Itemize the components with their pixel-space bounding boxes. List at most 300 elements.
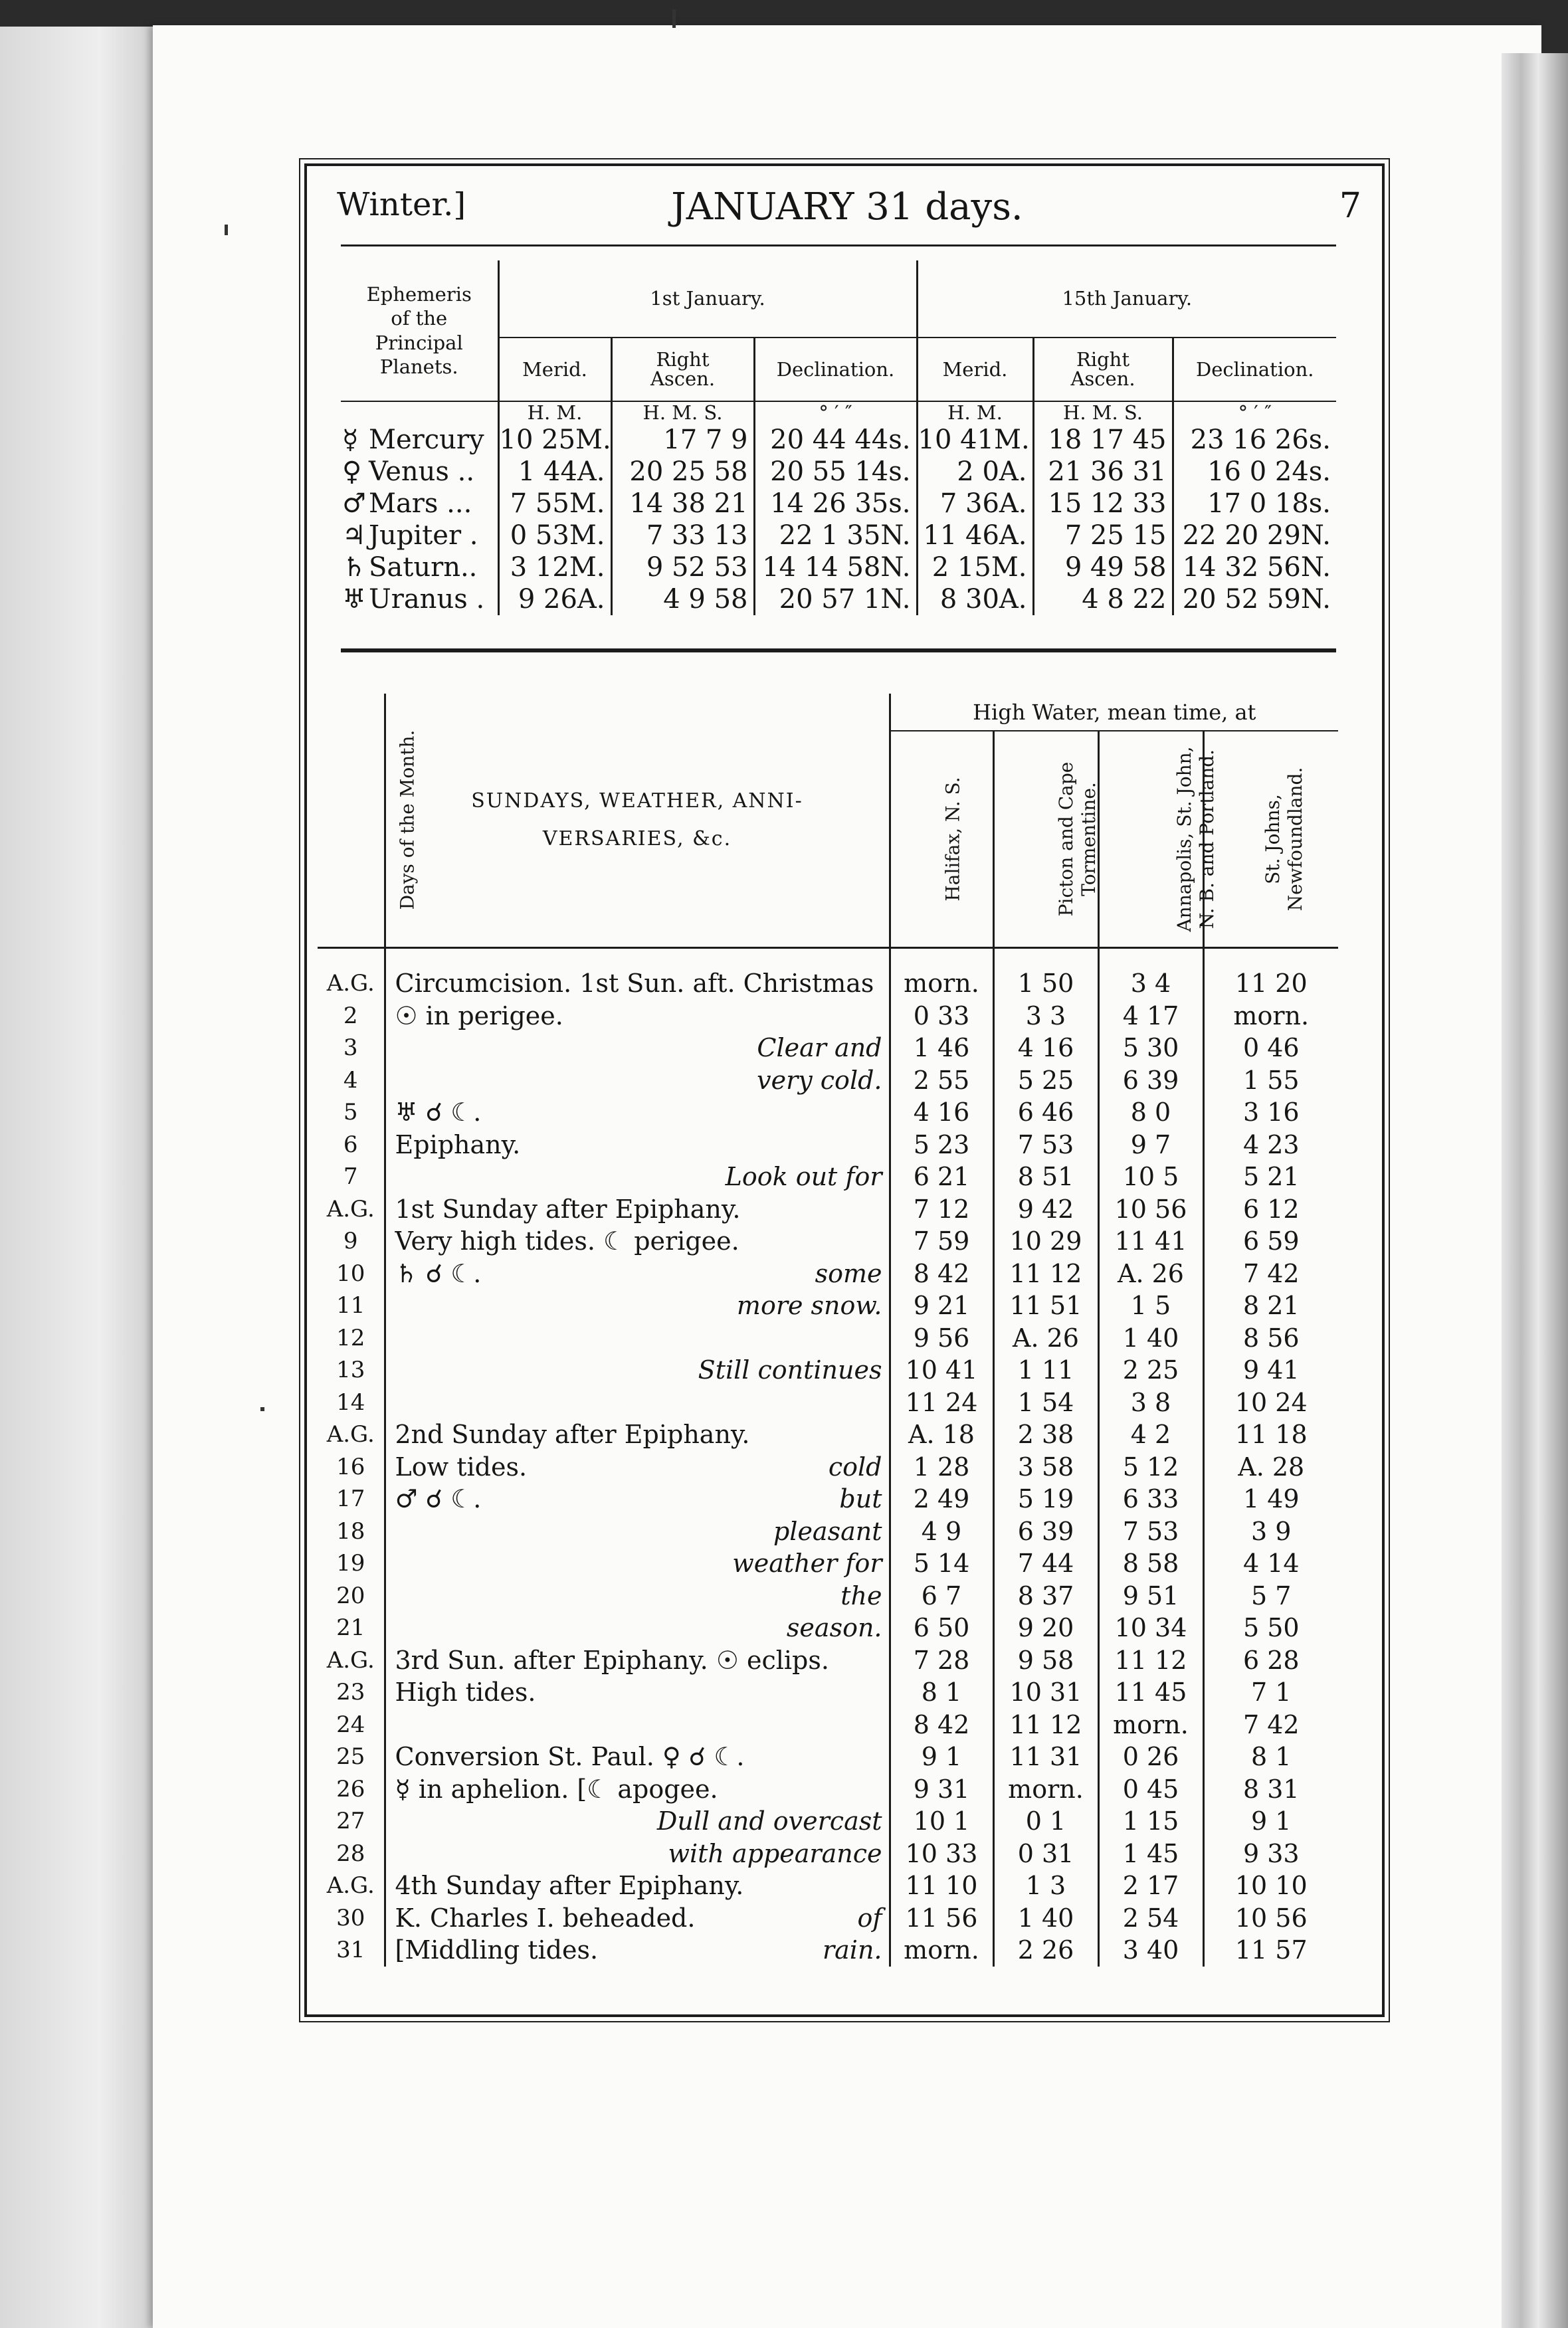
units-decl-2: ° ′ ″ [1238, 401, 1272, 424]
high-water-time: 1 55 [1242, 1065, 1300, 1095]
ephemeris-merid2: 8 30A. [917, 583, 1033, 615]
high-water-time: 2 17 [1098, 1870, 1203, 1902]
high-water-time: 3 3 [993, 1000, 1098, 1032]
day-row [318, 1387, 1338, 1419]
units-decl-1: ° ′ ″ [754, 401, 917, 424]
day-event: High tides. [395, 1678, 536, 1707]
high-water-time: 5 30 [1098, 1032, 1203, 1064]
planet-name: Venus .. [369, 456, 475, 487]
high-water-time: A. 26 [993, 1322, 1098, 1355]
high-water-time: 4 9 [890, 1515, 993, 1548]
high-water-time: 2 25 [1098, 1354, 1203, 1387]
high-water-time: 11 57 [1234, 1935, 1308, 1965]
high-water-time: 9 7 [1098, 1129, 1203, 1161]
ephemeris-label-cell [341, 260, 498, 401]
high-water-time: 11 51 [993, 1290, 1098, 1322]
high-water-time: 7 53 [1098, 1515, 1203, 1548]
page-title: JANUARY 31 days. [671, 185, 1023, 229]
day-row [318, 1709, 1338, 1741]
day-event: ♅ ☌ ☾. [395, 1098, 482, 1127]
high-water-time: 4 2 [1098, 1418, 1203, 1451]
high-water-time: 8 31 [1242, 1774, 1300, 1804]
high-water-time: 11 56 [890, 1902, 993, 1935]
high-water-time: 7 59 [890, 1225, 993, 1258]
events-header-line2: VERSARIES, &c. [542, 827, 732, 851]
high-water-time: 6 7 [890, 1580, 993, 1612]
ephemeris-merid2: 11 46A. [917, 520, 1033, 551]
high-water-time: 2 26 [993, 1934, 1098, 1967]
day-row [318, 1418, 1338, 1451]
day-event [385, 1515, 652, 1548]
ephemeris-dec2: 20 52 59N. [1182, 584, 1331, 615]
day-weather: Clear and [652, 1032, 890, 1064]
high-water-time: 7 28 [890, 1644, 993, 1677]
high-water-time: 1 5 [1098, 1290, 1203, 1322]
ephemeris-dec1: 20 55 14s. [754, 456, 917, 488]
page-number: 7 [1339, 186, 1361, 226]
day-row [318, 1902, 1338, 1935]
day-event [385, 1387, 652, 1419]
high-water-time: 8 42 [890, 1258, 993, 1290]
units-blank [341, 401, 498, 424]
planet-cell [341, 551, 498, 583]
high-water-time: 0 31 [993, 1838, 1098, 1870]
high-water-time: 9 51 [1098, 1580, 1203, 1612]
high-water-time: 1 46 [890, 1032, 993, 1064]
high-water-time: 1 45 [1098, 1838, 1203, 1870]
day-row [318, 1032, 1338, 1064]
day-weather [652, 1709, 890, 1741]
planet-symbol-icon: ♃ [342, 520, 366, 551]
day-event: 2nd Sunday after Epiphany. [395, 1420, 750, 1450]
high-water-time: 8 56 [1242, 1323, 1300, 1353]
day-number: 4 [318, 1064, 385, 1097]
day-event [385, 1290, 652, 1322]
day-row [318, 1258, 1338, 1290]
high-water-time: 11 12 [993, 1709, 1098, 1741]
high-water-time: 4 14 [1242, 1549, 1300, 1579]
day-number: 21 [318, 1612, 385, 1644]
port-annapolis-label: Annapolis, St. John, N. B. and Portland. [1173, 746, 1218, 932]
high-water-time: 8 21 [1242, 1291, 1300, 1321]
day-row [318, 1644, 1338, 1677]
day-event [385, 1805, 652, 1838]
high-water-time: 9 20 [993, 1612, 1098, 1644]
ephemeris-ra2: 7 25 15 [1033, 520, 1173, 551]
day-number: 5 [318, 1096, 385, 1129]
high-water-time: 6 21 [890, 1161, 993, 1193]
day-event: Very high tides. ☾ perigee. [395, 1226, 739, 1256]
ephemeris-ra2: 9 49 58 [1033, 551, 1173, 583]
high-water-time: 0 26 [1098, 1741, 1203, 1773]
planet-cell [341, 488, 498, 520]
day-event [385, 1547, 652, 1580]
high-water-time: 10 41 [890, 1354, 993, 1387]
day-event: ♄ ☌ ☾. [395, 1258, 482, 1288]
day-number: 23 [318, 1676, 385, 1709]
day-row [318, 1322, 1338, 1355]
day-row [318, 1483, 1338, 1515]
spacer-cell [1098, 947, 1203, 967]
high-water-time: 4 16 [993, 1032, 1098, 1064]
day-row [318, 1451, 1338, 1484]
high-water-time: 9 41 [1242, 1355, 1300, 1385]
high-water-time: morn. [1233, 1001, 1310, 1030]
high-water-time: 7 1 [1251, 1678, 1292, 1707]
high-water-time: morn. [1098, 1709, 1203, 1741]
ink-speck [672, 9, 676, 28]
day-weather: of [652, 1902, 890, 1935]
day-number: A.G. [318, 1193, 385, 1226]
ephemeris-merid1: 1 44A. [498, 456, 611, 488]
day-event [385, 1354, 652, 1387]
ephemeris-rows [341, 424, 1336, 615]
day-weather: rain. [652, 1934, 890, 1967]
ra-header-1 [611, 338, 754, 401]
high-water-time: 10 1 [890, 1805, 993, 1838]
high-water-time: 1 11 [993, 1354, 1098, 1387]
day-weather: Dull and overcast [652, 1805, 890, 1838]
high-water-time: 6 39 [993, 1515, 1098, 1548]
day-number: A.G. [318, 1870, 385, 1902]
season-label: Winter.] [337, 186, 466, 223]
high-water-time: 11 12 [1098, 1644, 1203, 1677]
high-water-time: 4 16 [890, 1096, 993, 1129]
day-number: A.G. [318, 967, 385, 1000]
day-number: 10 [318, 1258, 385, 1290]
high-water-time: 1 40 [993, 1902, 1098, 1935]
day-event [385, 1032, 652, 1064]
port-annapolis [1098, 731, 1218, 947]
events-header-line1: SUNDAYS, WEATHER, ANNI- [471, 789, 803, 813]
days-header: Days of the Month. [396, 729, 419, 910]
day-number: 20 [318, 1580, 385, 1612]
ra-header-1-text: Right Ascen. [650, 348, 716, 390]
day-event: 3rd Sun. after Epiphany. ☉ eclips. [395, 1645, 829, 1675]
day-event [385, 1709, 652, 1741]
day-weather [652, 1096, 890, 1129]
day-row [318, 1805, 1338, 1838]
high-water-time: 2 38 [993, 1418, 1098, 1451]
planet-name: Uranus . [369, 584, 485, 615]
merid-header-1: Merid. [498, 338, 611, 401]
day-row [318, 1612, 1338, 1644]
merid-header-2: Merid. [917, 338, 1033, 401]
high-water-time: 8 58 [1098, 1547, 1203, 1580]
day-number: 17 [318, 1483, 385, 1515]
ephemeris-ra1: 14 38 21 [611, 488, 754, 520]
day-number: A.G. [318, 1418, 385, 1451]
day-number: 9 [318, 1225, 385, 1258]
day-row [318, 1161, 1338, 1193]
port-picton [993, 731, 1098, 947]
day-number: 28 [318, 1838, 385, 1870]
planet-cell [341, 424, 498, 456]
day-weather: weather for [652, 1547, 890, 1580]
high-water-time: 7 42 [1242, 1709, 1300, 1739]
high-water-time: 11 12 [993, 1258, 1098, 1290]
day-row [318, 1934, 1338, 1967]
day-event: ♂ ☌ ☾. [395, 1484, 482, 1514]
day-row [318, 1870, 1338, 1902]
day-row [318, 1290, 1338, 1322]
high-water-time: 11 45 [1098, 1676, 1203, 1709]
high-water-time: A. 28 [1238, 1452, 1305, 1482]
decl-header-1: Declination. [754, 338, 917, 401]
ephemeris-ra2: 21 36 31 [1033, 456, 1173, 488]
high-water-time: 9 42 [993, 1193, 1098, 1226]
high-water-time: 5 23 [890, 1129, 993, 1161]
high-water-time: 3 58 [993, 1451, 1098, 1484]
high-water-time: 5 12 [1098, 1451, 1203, 1484]
spacer-cell [385, 947, 890, 967]
ephemeris-merid1: 0 53M. [498, 520, 611, 551]
high-water-time: 8 37 [993, 1580, 1098, 1612]
high-water-time: 3 4 [1098, 967, 1203, 1000]
high-water-time: A. 26 [1098, 1258, 1203, 1290]
day-number: 7 [318, 1161, 385, 1193]
ephemeris-dec1: 20 57 1N. [754, 583, 917, 615]
ephemeris-dec2: 14 32 56N. [1182, 552, 1331, 583]
high-water-time: 1 49 [1242, 1484, 1300, 1514]
date2-header: 15th January. [917, 260, 1336, 338]
high-water-time: morn. [890, 1934, 993, 1967]
high-water-time: 0 1 [993, 1805, 1098, 1838]
day-number: 30 [318, 1902, 385, 1935]
left-page-edge [0, 27, 166, 2328]
day-number: 12 [318, 1322, 385, 1355]
high-water-time: 6 50 [890, 1612, 993, 1644]
ephemeris-merid1: 10 25M. [499, 425, 611, 455]
high-water-time: 7 12 [890, 1193, 993, 1226]
high-water-time: 3 8 [1098, 1387, 1203, 1419]
day-number: 13 [318, 1354, 385, 1387]
ephemeris-merid1: 3 12M. [498, 551, 611, 583]
high-water-time: 5 19 [993, 1483, 1098, 1515]
day-weather: some [652, 1258, 890, 1290]
high-water-time: 6 33 [1098, 1483, 1203, 1515]
day-number: 27 [318, 1805, 385, 1838]
events-header-cell [385, 694, 890, 947]
day-weather: more snow. [652, 1290, 890, 1322]
day-row [318, 1838, 1338, 1870]
high-water-time: 11 31 [993, 1741, 1098, 1773]
day-number: 26 [318, 1773, 385, 1806]
high-water-time: 7 44 [993, 1547, 1098, 1580]
ephemeris-dec2: 17 0 18s. [1207, 488, 1331, 519]
high-water-time: 9 1 [1251, 1806, 1292, 1836]
high-water-time: 3 9 [1251, 1516, 1292, 1546]
high-water-time: 10 10 [1234, 1871, 1308, 1901]
planet-name: Mercury [369, 425, 484, 455]
planet-row [341, 520, 1336, 551]
planet-symbol-icon: ♅ [342, 584, 366, 615]
day-weather: season. [652, 1612, 890, 1644]
ephemeris-dec2: 23 16 26s. [1190, 425, 1331, 455]
ink-speck [260, 1407, 264, 1411]
day-number: 11 [318, 1290, 385, 1322]
ephemeris-ra2: 15 12 33 [1033, 488, 1173, 520]
day-row [318, 967, 1338, 1000]
high-water-time: 10 34 [1098, 1612, 1203, 1644]
high-water-time: 6 59 [1242, 1226, 1300, 1256]
high-water-time: 4 17 [1098, 1000, 1203, 1032]
days-header-cell [318, 694, 419, 947]
ephemeris-dec1: 22 1 35N. [754, 520, 917, 551]
high-water-time: 1 15 [1098, 1805, 1203, 1838]
ephemeris-merid1: 9 26A. [498, 583, 611, 615]
high-water-time: 11 41 [1098, 1225, 1203, 1258]
planet-row [341, 424, 1336, 456]
day-event: ☉ in perigee. [395, 1001, 563, 1030]
day-weather [652, 1000, 890, 1032]
day-row [318, 1000, 1338, 1032]
day-number: 6 [318, 1129, 385, 1161]
high-water-time: morn. [993, 1773, 1098, 1806]
ra-header-2 [1033, 338, 1173, 401]
planet-cell [341, 520, 498, 551]
day-event: Conversion St. Paul. ♀ ☌ ☾. [395, 1742, 745, 1772]
high-water-time: 1 28 [890, 1451, 993, 1484]
high-water-time: 0 33 [890, 1000, 993, 1032]
day-row [318, 1354, 1338, 1387]
ephemeris-merid2: 7 36A. [917, 488, 1033, 520]
units-merid-2: H. M. [917, 401, 1033, 424]
planet-row [341, 488, 1336, 520]
high-water-time: 9 58 [993, 1644, 1098, 1677]
day-row [318, 1773, 1338, 1806]
port-halifax [890, 731, 993, 947]
header-rule [341, 244, 1336, 246]
planet-name: Jupiter . [369, 520, 478, 551]
high-water-time: 10 31 [993, 1676, 1098, 1709]
planet-name: Saturn.. [369, 552, 478, 583]
high-water-time: 8 0 [1098, 1096, 1203, 1129]
high-water-time: 10 56 [1234, 1903, 1308, 1933]
day-row [318, 1741, 1338, 1773]
high-water-time: 8 1 [1251, 1742, 1292, 1772]
ephemeris-dec1: 20 44 44s. [754, 424, 917, 456]
high-water-time: 0 45 [1098, 1773, 1203, 1806]
high-water-time: 6 12 [1242, 1194, 1300, 1224]
day-weather: Still continues [652, 1354, 890, 1387]
page-header [329, 175, 1365, 235]
day-event [385, 1612, 652, 1644]
day-event [385, 1064, 652, 1097]
section-rule [341, 648, 1336, 652]
high-water-time: 8 51 [993, 1161, 1098, 1193]
high-water-time: 10 5 [1098, 1161, 1203, 1193]
high-water-time: 6 46 [993, 1096, 1098, 1129]
day-number: 31 [318, 1934, 385, 1967]
planet-cell [341, 456, 498, 488]
day-event [385, 1838, 652, 1870]
day-weather: but [652, 1483, 890, 1515]
planet-symbol-icon: ♂ [342, 488, 366, 519]
calendar-rows [318, 967, 1338, 1967]
high-water-time: 1 40 [1098, 1322, 1203, 1355]
high-water-time: 5 21 [1242, 1162, 1300, 1192]
day-weather [652, 1322, 890, 1355]
day-row [318, 1096, 1338, 1129]
high-water-time: 8 1 [890, 1676, 993, 1709]
day-row [318, 1064, 1338, 1097]
ephemeris-ra1: 20 25 58 [611, 456, 754, 488]
planet-row [341, 583, 1336, 615]
high-water-time: 9 1 [890, 1741, 993, 1773]
ephemeris-dec2: 16 0 24s. [1207, 456, 1331, 487]
ink-speck [225, 225, 228, 235]
planet-row [341, 551, 1336, 583]
high-water-time: 8 42 [890, 1709, 993, 1741]
high-water-time: 10 56 [1098, 1193, 1203, 1226]
port-st-johns-label: St. Johns, Newfoundland. [1261, 767, 1306, 912]
day-event: Low tides. [395, 1452, 528, 1482]
ephemeris-ra2: 4 8 22 [1033, 583, 1173, 615]
spacer-cell [1203, 947, 1338, 967]
day-row [318, 1676, 1338, 1709]
ephemeris-ra2: 18 17 45 [1033, 424, 1173, 456]
high-water-time: 5 25 [993, 1064, 1098, 1097]
ephemeris-merid2: 2 15M. [917, 551, 1033, 583]
high-water-time: 9 21 [890, 1290, 993, 1322]
date1-header: 1st January. [498, 260, 917, 338]
day-event: Epiphany. [395, 1129, 521, 1159]
high-water-time: 1 3 [993, 1870, 1098, 1902]
high-water-time: 6 28 [1242, 1645, 1300, 1675]
day-row [318, 1193, 1338, 1226]
high-water-time: 6 39 [1098, 1064, 1203, 1097]
ephemeris-merid1: 7 55M. [498, 488, 611, 520]
high-water-time: 11 18 [1234, 1420, 1308, 1450]
high-water-time: 10 29 [993, 1225, 1098, 1258]
high-water-time: 1 50 [993, 967, 1098, 1000]
day-number: 18 [318, 1515, 385, 1548]
high-water-time: 10 33 [890, 1838, 993, 1870]
day-row [318, 1515, 1338, 1548]
ephemeris-merid2: 2 0A. [917, 456, 1033, 488]
right-page-stack [1502, 53, 1568, 2328]
high-water-title: High Water, mean time, at [890, 694, 1338, 731]
day-row [318, 1225, 1338, 1258]
day-weather [652, 1387, 890, 1419]
high-water-time: 7 42 [1242, 1258, 1300, 1288]
spacer-cell [318, 947, 385, 967]
ephemeris-ra1: 17 7 9 [611, 424, 754, 456]
day-weather [652, 1676, 890, 1709]
high-water-time: 10 24 [1234, 1387, 1308, 1417]
day-row [318, 1580, 1338, 1612]
day-number: 24 [318, 1709, 385, 1741]
day-number: 19 [318, 1547, 385, 1580]
day-number: 16 [318, 1451, 385, 1484]
day-event [385, 1322, 652, 1355]
day-event: 1st Sunday after Epiphany. [395, 1194, 741, 1224]
day-number: A.G. [318, 1644, 385, 1677]
ra-header-2-text: Right Ascen. [1070, 348, 1135, 390]
ephemeris-dec1: 14 14 58N. [754, 551, 917, 583]
high-water-time: 11 24 [890, 1387, 993, 1419]
high-water-time: 9 31 [890, 1773, 993, 1806]
high-water-time: morn. [890, 967, 993, 1000]
day-row [318, 1129, 1338, 1161]
ephemeris-dec1: 14 26 35s. [754, 488, 917, 520]
planet-cell [341, 583, 498, 615]
day-event [385, 1580, 652, 1612]
day-weather: pleasant [652, 1515, 890, 1548]
ephemeris-dec2: 22 20 29N. [1182, 520, 1331, 551]
planet-symbol-icon: ♀ [342, 456, 362, 487]
